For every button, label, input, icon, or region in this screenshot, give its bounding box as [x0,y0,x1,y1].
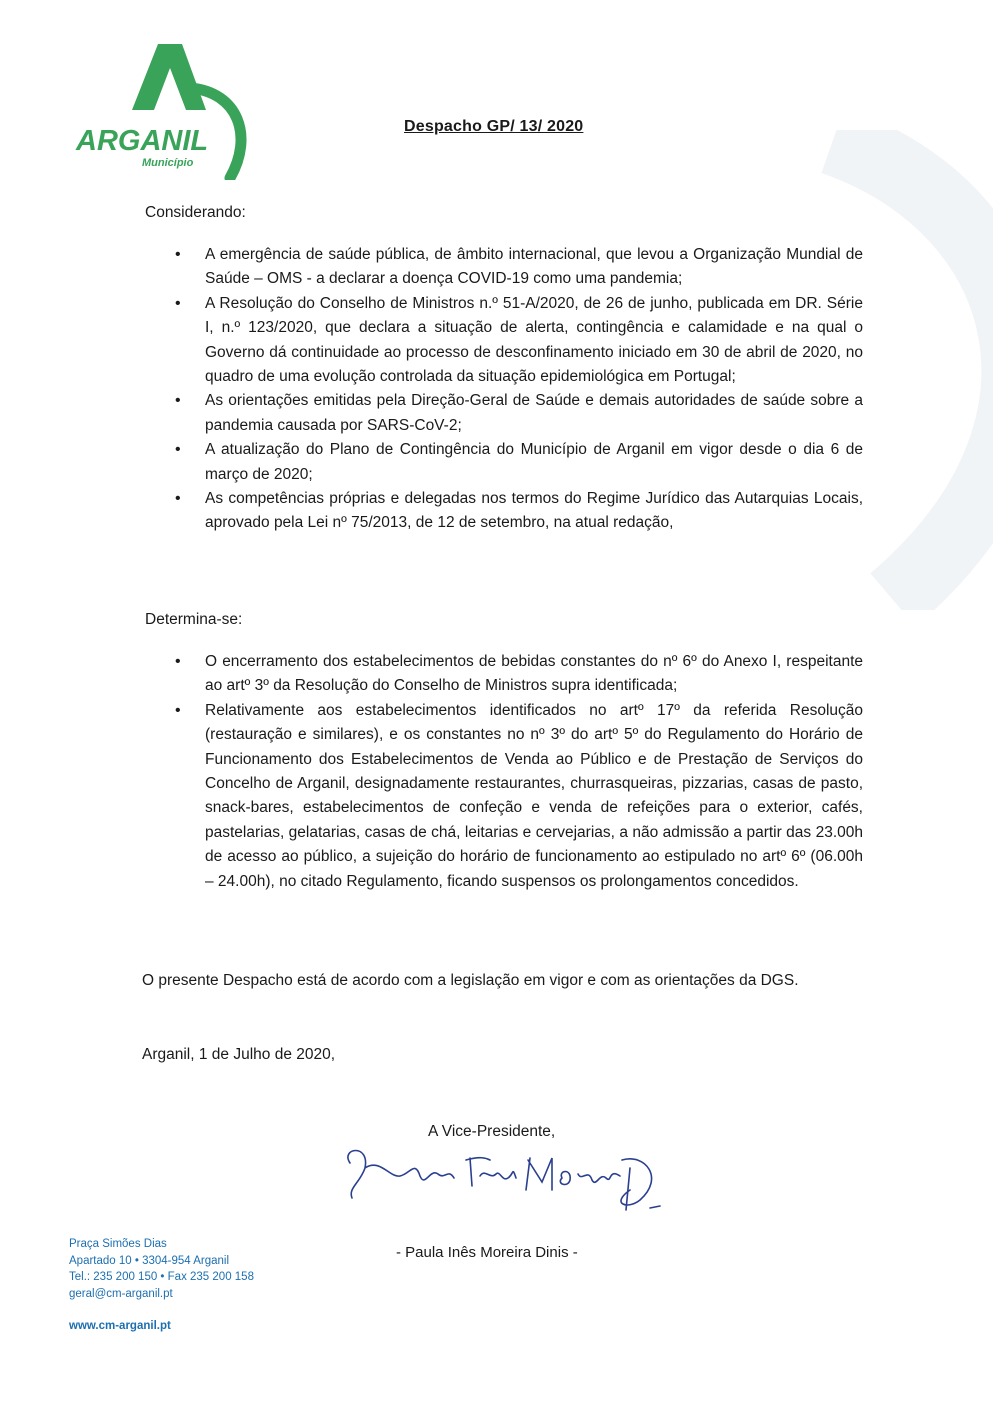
list-item: • A emergência de saúde pública, de âmbito internacional, que levou a Organização Mundial de Saúde – OMS - a declarar a doença COVID-19 como uma pandemia; [175,243,863,292]
handwritten-signature [330,1138,670,1228]
considerando-list [175,243,863,536]
determina-heading: Determina-se: [145,611,243,628]
determina-list [175,650,863,894]
date-line: Arganil, 1 de Julho de 2020, [142,1046,336,1063]
list-item: • A atualização do Plano de Contingência do Município de Arganil em vigor desde o dia 6 de março de 2020; [175,438,863,487]
logo-subtitle: Município [142,157,194,169]
list-item: • As competências próprias e delegadas nos termos do Regime Jurídico das Autarquias Locais, aprovado pela Lei nº 75/2013, de 12 de setembro, na atual redação, [175,487,863,536]
closing-statement: O presente Despacho está de acordo com a legislação em vigor e com as orientações da DGS. [142,972,799,989]
footer-email[interactable]: geral@cm-arganil.pt [69,1287,173,1300]
footer-phone: Tel.: 235 200 150 • Fax 235 200 158 [69,1271,254,1283]
list-item: • Relativamente aos estabelecimentos identificados no artº 17º da referida Resolução (restauração e similares), e os constantes no nº 3º do artº 5º do Regulamento do Horário de Funcionamento dos Estabelecimentos de Venda ao Público e de Prestação de Serviços do Concelho de Arganil, designadamente restaurantes, churrasqueiras, pizzarias, casas de pasto, snack-bares, estabelecimentos de confeção e venda de refeições para o exterior, cafés, pastelarias, gelatarias, casas de chá, leitarias e cervejarias, a não admissão a partir das 23.00h de acesso ao público, a sujeição do horário de funcionamento ao estipulado no artº 6º (06.00h – 24.00h), no citado Regulamento, ficando suspensos os prolongamentos concedidos. [175,699,863,894]
footer-address [69,1236,254,1302]
footer-website[interactable]: www.cm-arganil.pt [69,1320,171,1332]
considerando-heading: Considerando: [145,204,246,221]
list-item: • A Resolução do Conselho de Ministros n.º 51-A/2020, de 26 de junho, publicada em DR. Série I, n.º 123/2020, que declara a situação de alerta, contingência e calamidade e na qual o Governo dá continuidade ao processo de desconfinamento iniciado em 30 de abril de 2020, no quadro de uma evolução controlada da situação epidemiológica em Portugal; [175,292,863,390]
list-item: • As orientações emitidas pela Direção-Geral de Saúde e demais autoridades de saúde sobre a pandemia causada por SARS-CoV-2; [175,389,863,438]
footer-po-box: Apartado 10 • 3304-954 Arganil [69,1254,230,1267]
signature-role: A Vice-Presidente, [428,1123,556,1140]
document-title: Despacho GP/ 13/ 2020 [404,118,584,135]
footer-street: Praça Simões Dias [69,1238,167,1250]
list-item: • O encerramento dos estabelecimentos de bebidas constantes do nº 6º do Anexo I, respeitante ao artº 3º da Resolução do Conselho de Ministros supra identificada; [175,650,863,699]
signatory-name: - Paula Inês Moreira Dinis - [396,1244,578,1261]
logo-name: ARGANIL [76,125,209,157]
arganil-logo [70,40,260,180]
